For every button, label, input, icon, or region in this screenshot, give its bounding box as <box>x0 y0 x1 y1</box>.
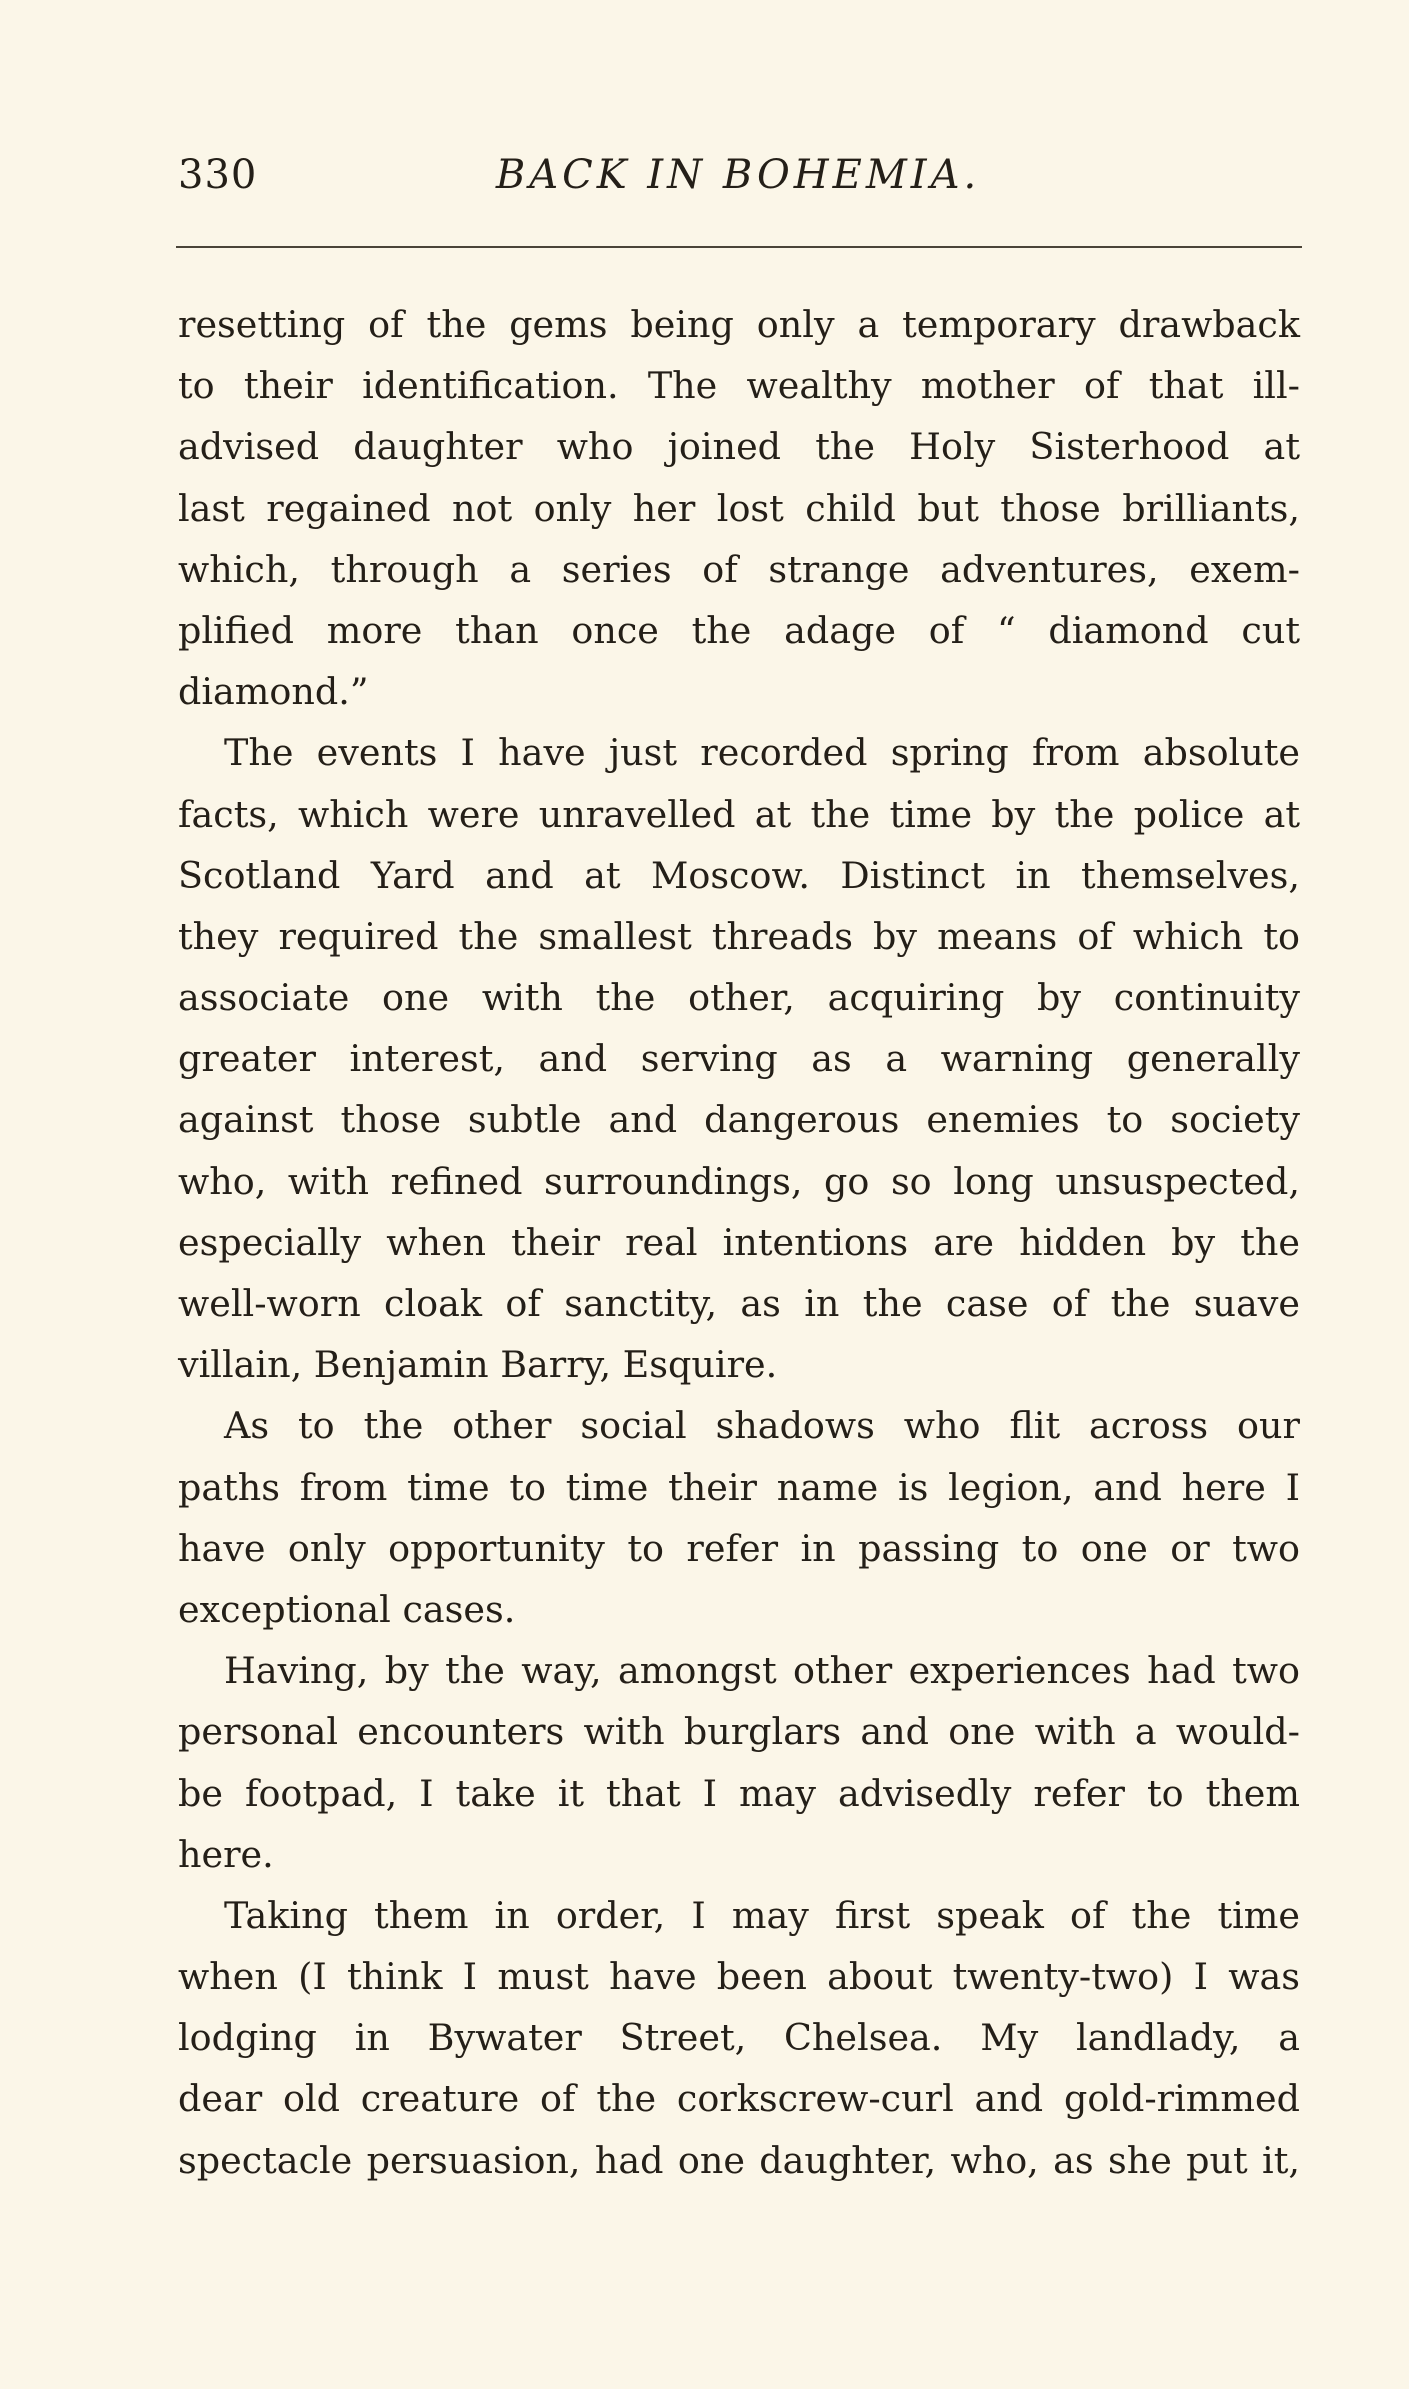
text-line: which, through a series of strange adventures, exem- <box>178 547 1300 591</box>
text-line: Taking them in order, I may first speak of the time <box>224 1893 1300 1937</box>
text-line: facts, which were unravelled at the time by the police at <box>178 792 1300 836</box>
text-line: exceptional cases. <box>178 1587 516 1631</box>
text-line: advised daughter who joined the Holy Sisterhood at <box>178 425 1300 469</box>
text-line: diamond.” <box>178 670 369 714</box>
text-line: especially when their real intentions are hidden by the <box>178 1220 1300 1264</box>
text-line: lodging in Bywater Street, Chelsea. My landlady, a <box>178 2016 1300 2060</box>
text-line: here. <box>178 1832 274 1876</box>
text-line: have only opportunity to refer in passing to one or two <box>178 1526 1300 1570</box>
text-line: spectacle persuasion, had one daughter, who, as she put it, <box>178 2138 1300 2182</box>
text-line: As to the other social shadows who flit across our <box>224 1404 1300 1448</box>
text-line: when (I think I must have been about twenty-two) I was <box>178 1955 1300 1999</box>
text-line: they required the smallest threads by means of which to <box>178 914 1300 958</box>
running-title: BACK IN BOHEMIA. <box>495 152 981 198</box>
text-line: The events I have just recorded spring from absolute <box>224 731 1300 775</box>
text-line: personal encounters with burglars and one with a would- <box>178 1710 1300 1754</box>
header-rule <box>176 246 1302 248</box>
text-line: Scotland Yard and at Moscow. Distinct in themselves, <box>178 853 1300 897</box>
text-line: associate one with the other, acquiring by continuity <box>178 976 1300 1020</box>
text-line: well-worn cloak of sanctity, as in the case of the suave <box>178 1282 1300 1325</box>
body-text <box>178 294 1300 2191</box>
text-line: paths from time to time their name is legion, and here I <box>178 1465 1300 1509</box>
text-line: Having, by the way, amongst other experiences had two <box>224 1649 1300 1693</box>
page-number: 330 <box>178 152 258 198</box>
text-line: resetting of the gems being only a temporary drawback <box>178 303 1300 346</box>
text-line: last regained not only her lost child but those brilliants, <box>178 486 1300 530</box>
text-line: dear old creature of the corkscrew-curl and gold-rimmed <box>178 2077 1300 2121</box>
text-line: who, with refined surroundings, go so long unsuspected, <box>178 1159 1300 1203</box>
page-header <box>178 152 1298 212</box>
text-line: plified more than once the adage of “ diamond cut <box>178 608 1300 652</box>
text-line: greater interest, and serving as a warning generally <box>178 1037 1300 1081</box>
text-line: villain, Benjamin Barry, Esquire. <box>178 1343 778 1387</box>
text-line: be footpad, I take it that I may advisedly refer to them <box>178 1771 1300 1815</box>
text-line: to their identification. The wealthy mother of that ill- <box>178 364 1300 408</box>
text-line: against those subtle and dangerous enemies to society <box>178 1098 1300 1142</box>
